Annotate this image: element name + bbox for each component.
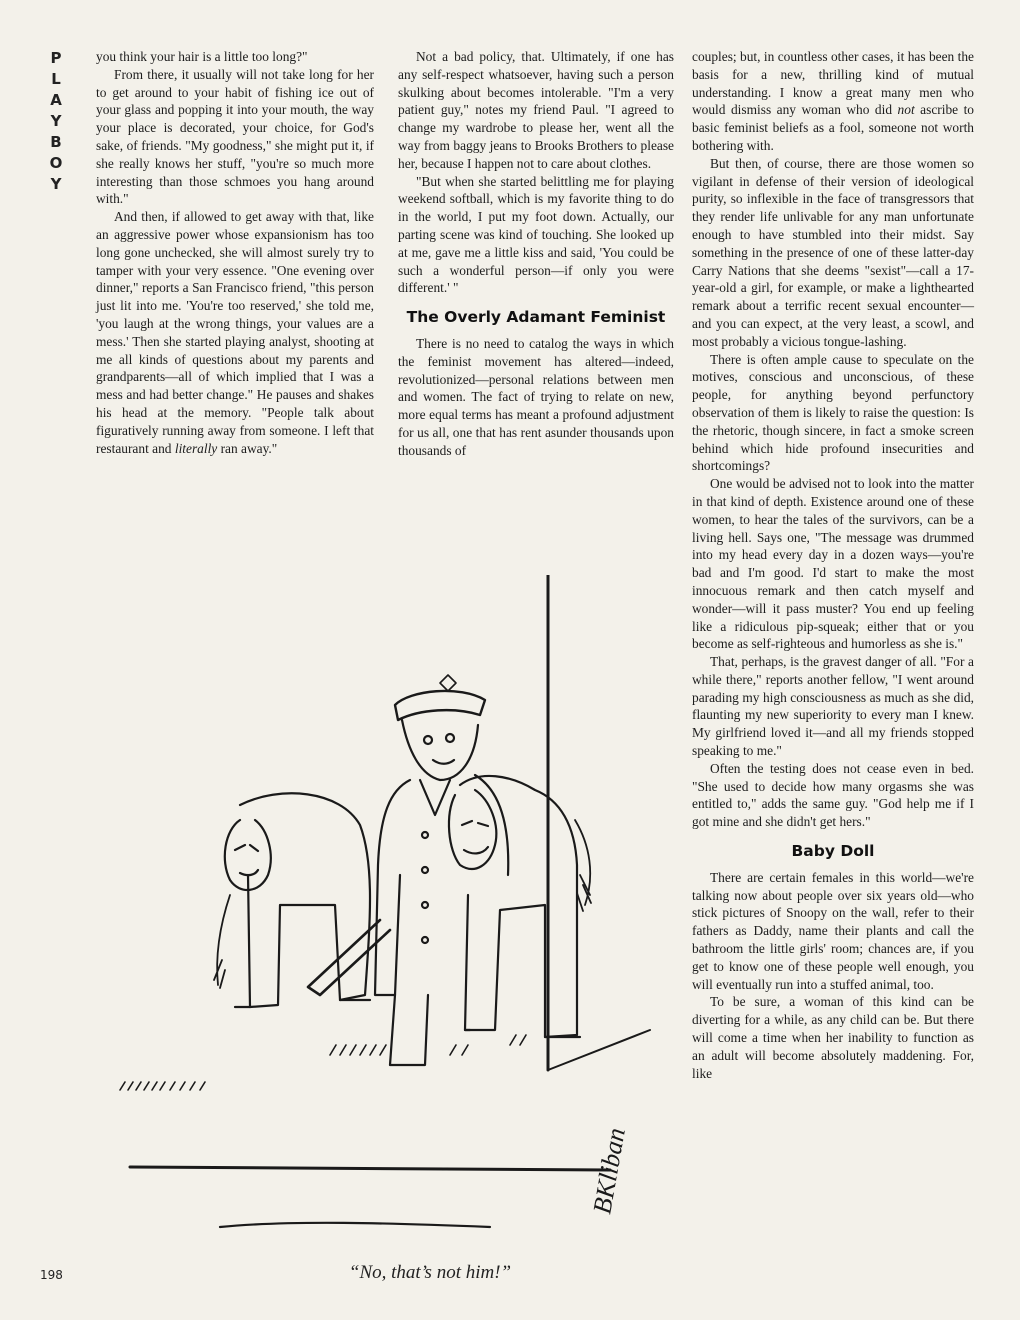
section-heading: The Overly Adamant Feminist (406, 308, 666, 327)
paragraph: Not a bad policy, that. Ultimately, if one has any self-respect whatsoever, having such a person skulking about becomes intolerable. "I'm a very patient guy," notes my friend Paul. "I agreed to change my wardrobe to please her, went all the way from baggy jeans to Brooks Brothers to please her, because I happen not to care about clothes. (398, 49, 674, 171)
paragraph: To be sure, a woman of this kind can be diverting for a while, as any child can be. But there will come a time when her inability to function as an adult will become absolutely maddening. For, like (692, 994, 974, 1081)
section-heading: Baby Doll (791, 842, 875, 861)
paragraph: Often the testing does not cease even in bed. "She used to decide how many orgasms she was entitled to," adds the same guy. "God help me if I got mine and she didn't get hers." (692, 760, 974, 830)
page-number: 198 (40, 1268, 63, 1282)
running-head: P L A Y B O Y (49, 49, 63, 193)
paragraph: you think your hair is a little too long?" (96, 49, 308, 64)
text-column-3 (692, 48, 974, 1288)
paragraph: That, perhaps, is the gravest danger of all. "For a while there," reports another fellow, "I went around parading my high consciousness as much as she did, flaunting my new superiority to every man I knew. My girlfriend loved it—and all my friends stopped speaking to me." (692, 654, 974, 759)
paragraph: From there, it usually will not take long for her to get around to your habit of fishing ice out of your glass and popping it into your mouth, the way your place is decorated, your choice, for God's sake, of friends. "My goodness," she might put it, if she really knows her stuff, "you're so much more interesting than those schmoes you hang around with." (96, 66, 374, 207)
paragraph: There are certain females in this world—we're talking now about people over six years old—who stick pictures of Snoopy on the wall, refer to their fathers as Daddy, name their plants and call the bathroom the little girls' room; chances are, if you get to know one of these people well enough, you will eventually run into a stuffed animal, too. (692, 869, 974, 992)
cartoon-illustration (90, 575, 680, 1255)
paragraph: There is often ample cause to speculate on the motives, conscious and unconscious, of these people, for anything beyond perfunctory observation of them is likely to raise the question: Is the rhetoric, though sincere, in fact a smoke screen behind which hide profound insecurities and shortcomings? (692, 351, 974, 474)
text-column-2 (398, 48, 674, 528)
cartoon-caption: “No, that’s not him!” (348, 1262, 512, 1283)
paragraph: One would be advised not to look into the matter in that kind of depth. Existence around one of these women, to hear the tales of the survivors, can be a living hell. Says one, "The message was drummed into my head every day in a dozen ways—you're bad and I'm good. I'd start to make the most innocuous remark and then catch myself and wonder—will it pass muster? You end up feeling like a ridiculous pip-squeak; either that or you become as self-righteous and humorless as she is." (692, 476, 974, 652)
paragraph: There is no need to catalog the ways in which the feminist movement has altered—indeed, revolutionized—personal relations between men and women. The fact of trying to relate on new, more equal terms has meant a profound adjustment for us all, one that has rent asunder thousands upon thousands of (398, 335, 674, 458)
paragraph: couples; but, in countless other cases, it has been the basis for a new, thrilling kind of mutual understanding. I know a great many men who would dismiss any woman who did not ascribe to basic feminist beliefs as a fool, someone not worth bothering with. (692, 49, 974, 153)
paragraph: "But when she started belittling me for playing weekend softball, which is my favorite thing to do in the world, I put my foot down. Actually, our parting scene was kind of touching. She looked up at me, gave me a little kiss and said, 'You could be such a wonderful person—if only you were different.' " (398, 173, 674, 296)
paragraph: But then, of course, there are those women so vigilant in defense of their version of ideological purity, so inflexible in the face of transgressors that they render life unlivable for any man unfortunate enough to have stumbled into their midst. Say something in the presence of one of these latter-day Carry Nations that she deems "sexist"—call a 17-year-old a girl, for example, or make a lighthearted remark about a terrific recent sexual encounter—and you can expect, at the very least, a scowl, and most probably a vicious tongue-lashing. (692, 155, 974, 349)
cartoonist-signature: BKliban (587, 1125, 631, 1217)
text-column-1 (96, 48, 374, 528)
paragraph: And then, if allowed to get away with that, like an aggressive power whose expansionism has too long gone unchecked, she will almost surely try to tamper with your very essence. "One evening over dinner," reports a San Francisco friend, "this person just lit into me. 'You're too reserved,' she told me, 'you laugh at the wrong things, your values are a mess.' Then she started playing analyst, shooting at me all kinds of questions about my parents and grandparents—all of which implied that I was a mess and had better change." He pauses and shakes his head at the memory. "People talk about figuratively running away from someone. I left that restaurant and literally ran away." (96, 209, 374, 456)
